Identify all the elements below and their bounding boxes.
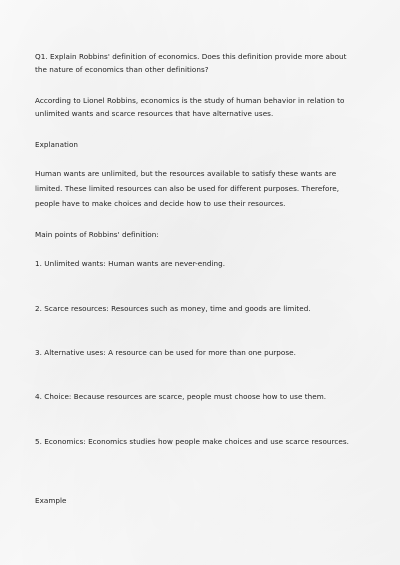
point-item: 4. Choice: Because resources are scarce, people must choose how to use them. — [35, 392, 327, 401]
answer-text-line-2: unlimited wants and scarce resources that have alternative uses. — [35, 109, 274, 118]
explanation-text-line-2: limited. These limited resources can also be used for different purposes. Therefore, — [35, 184, 340, 193]
explanation-text-line-3: people have to make choices and decide how to use their resources. — [35, 199, 286, 208]
answer-text-line-1: According to Lionel Robbins, economics is the study of human behavior in relation to — [35, 96, 345, 105]
question-text-line-1: Q1. Explain Robbins' definition of economics. Does this definition provide more about — [35, 52, 347, 61]
example-heading: Example — [35, 496, 67, 505]
explanation-text-line-1: Human wants are unlimited, but the resources available to satisfy these wants are — [35, 169, 337, 178]
point-item: 3. Alternative uses: A resource can be used for more than one purpose. — [35, 348, 296, 357]
point-item: 5. Economics: Economics studies how people make choices and use scarce resources. — [35, 437, 349, 446]
point-item: 1. Unlimited wants: Human wants are never-ending. — [35, 259, 226, 268]
point-item: 2. Scarce resources: Resources such as money, time and goods are limited. — [35, 304, 311, 313]
explanation-heading: Explanation — [35, 140, 79, 149]
question-text-line-2: the nature of economics than other definitions? — [35, 65, 209, 74]
main-points-heading: Main points of Robbins' definition: — [35, 230, 159, 239]
